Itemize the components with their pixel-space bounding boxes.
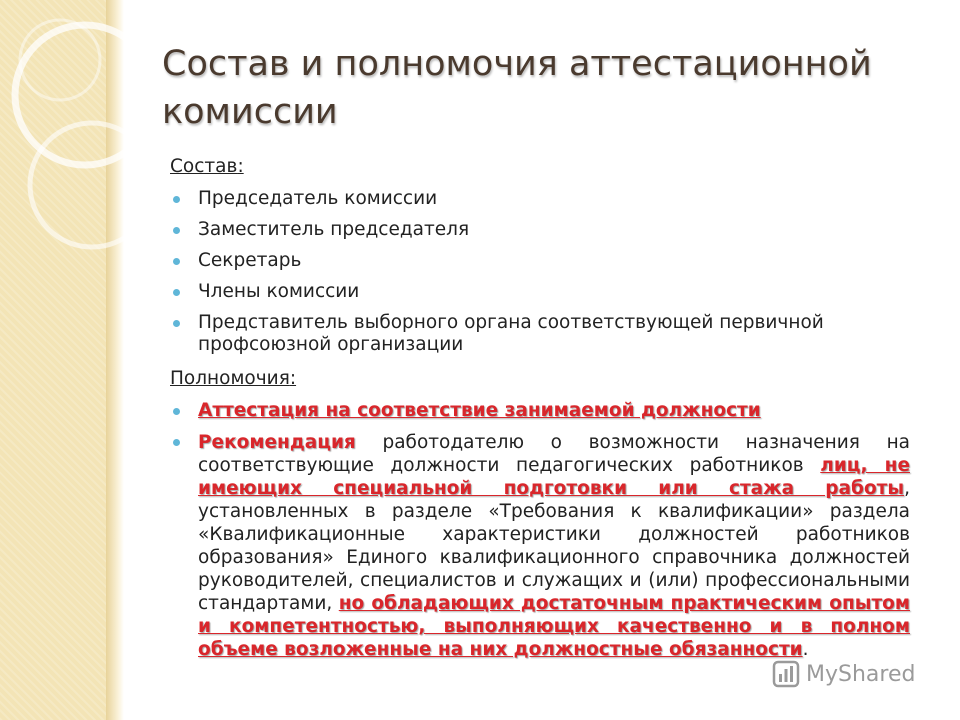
highlight-text: но обладающих достаточным практическим опытом и компетентностью, выполняющих качественно и в полном объеме возложенные на них должностные обязанности	[198, 593, 911, 660]
list-item: Члены комиссии	[170, 281, 910, 303]
watermark	[772, 660, 915, 688]
body-text: работодателю о возможности назначения на соответствующие должности педагогических работников	[198, 432, 910, 476]
composition-heading: Состав:	[170, 156, 244, 177]
highlight-text: Рекомендация	[198, 432, 356, 453]
decorative-circles	[0, 0, 160, 260]
slide-title: Состав и полномочия аттестационной комиссии	[162, 44, 872, 132]
list-item: Заместитель председателя	[170, 219, 910, 241]
list-item	[170, 431, 910, 661]
highlight-text: лиц, не имеющих специальной подготовки или стажа работы	[198, 455, 910, 499]
composition-list	[170, 188, 910, 356]
myshared-logo-icon	[772, 660, 800, 688]
body-text: .	[802, 639, 809, 660]
powers-list	[170, 400, 910, 661]
list-item	[170, 400, 910, 422]
body-text: , установленных в разделе «Требования к квалификации» раздела «Квалификационные характеристики должностей работников образования» Единого квалификационного справочника должностей руководителей, специалистов и служащих и (или) профессиональными стандартами,	[198, 478, 910, 614]
list-item: Секретарь	[170, 250, 910, 272]
list-item: Председатель комиссии	[170, 188, 910, 210]
list-item: Представитель выборного органа соответствующей первичной профсоюзной организации	[170, 312, 910, 356]
highlight-text: Аттестация на соответствие занимаемой должности	[198, 400, 761, 421]
powers-heading: Полномочия:	[170, 368, 297, 389]
watermark-text: MyShared	[806, 661, 916, 687]
slide-content	[170, 156, 910, 670]
